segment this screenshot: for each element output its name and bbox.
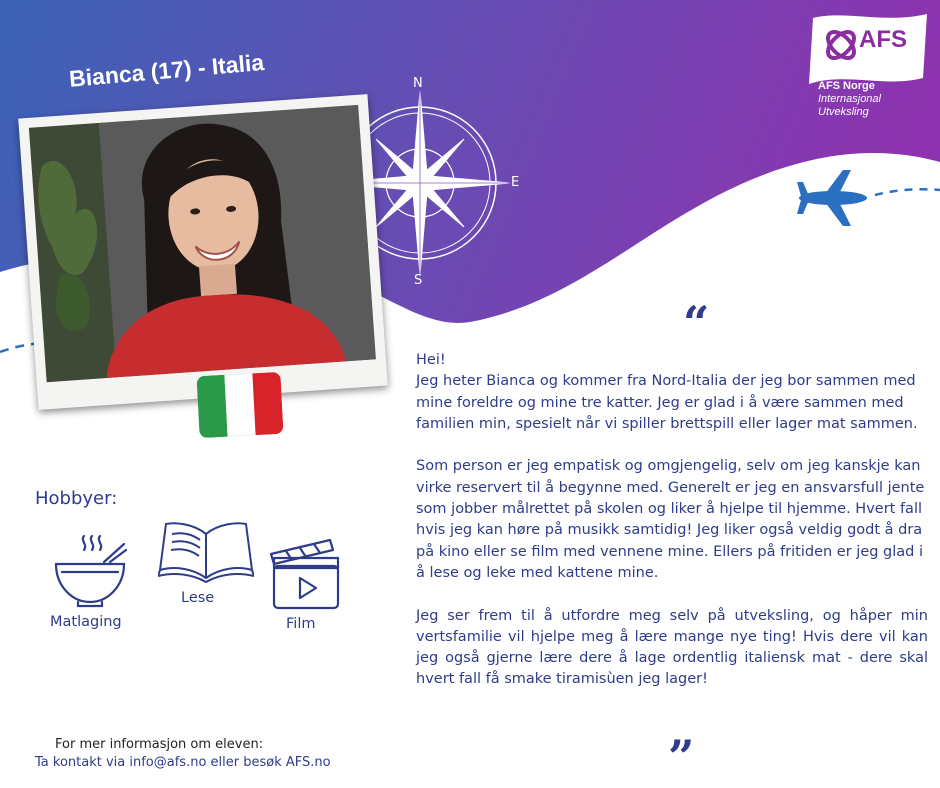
bio-paragraph: Som person er jeg empatisk og omgjengelig, selv om jeg kanskje kan virke reservert til å begynne med. Generelt er jeg en ansvarsfull jente som jobber målrettet på skolen og liker å hjelpe til hjemme. Hvert fall hvis jeg kan høre på musikk samtidig! Jeg liker også veldig godt å dra på kino eller se film med vennene mine. Ellers på fritiden er jeg glad i å lese og leke med kattene mine. (416, 458, 925, 581)
close-quote-icon: ” (668, 730, 695, 784)
hobby-label: Lese (181, 590, 215, 606)
open-quote-icon: “ (683, 296, 710, 350)
airplane-icon (795, 168, 873, 228)
tagline-line2: Utveksling (818, 106, 869, 118)
clapperboard-icon (268, 536, 342, 612)
bio-paragraph: Hei! Jeg heter Bianca og kommer fra Nord-Italia der jeg bor sammen med mine foreldre og mine tre katter. Jeg er glad i å være sammen med familien min, spesielt når vi spiller brettspill eller lager mat sammen. (416, 352, 918, 432)
student-title: Bianca (17) - Italia (68, 48, 266, 92)
hobby-label: Film (286, 616, 316, 632)
contact-title: For mer informasjon om eleven: (55, 737, 264, 752)
bio-paragraph: Jeg ser frem til å utfordre meg selv på utveksling, og håper min vertsfamilie vil hjelpe meg å lære mange nye ting! Hvis dere vil kan jeg også gjerne lære dere å lage ordentlig italiensk mat - dere skal hvert fall få smake tiramisùen jeg lager! (416, 607, 928, 688)
student-bio (416, 350, 928, 712)
compass-north-label: N (413, 76, 423, 91)
photo-frame (18, 94, 388, 410)
hobby-label: Matlaging (50, 614, 122, 630)
hobbies-title: Hobbyer: (35, 488, 118, 509)
afs-brand-block (818, 80, 928, 119)
noodle-bowl-icon (52, 532, 128, 608)
tagline-line1: Internasjonal (818, 93, 881, 105)
open-book-icon (158, 520, 254, 586)
afs-logo-text: AFS (859, 26, 907, 53)
compass-south-label: S (414, 273, 423, 288)
italy-flag-icon (196, 372, 283, 438)
compass-east-label: E (511, 175, 520, 190)
student-photo (29, 105, 376, 382)
contact-link[interactable]: Ta kontakt via info@afs.no eller besøk AFS.no (35, 755, 331, 770)
org-name: AFS Norge (818, 80, 875, 92)
